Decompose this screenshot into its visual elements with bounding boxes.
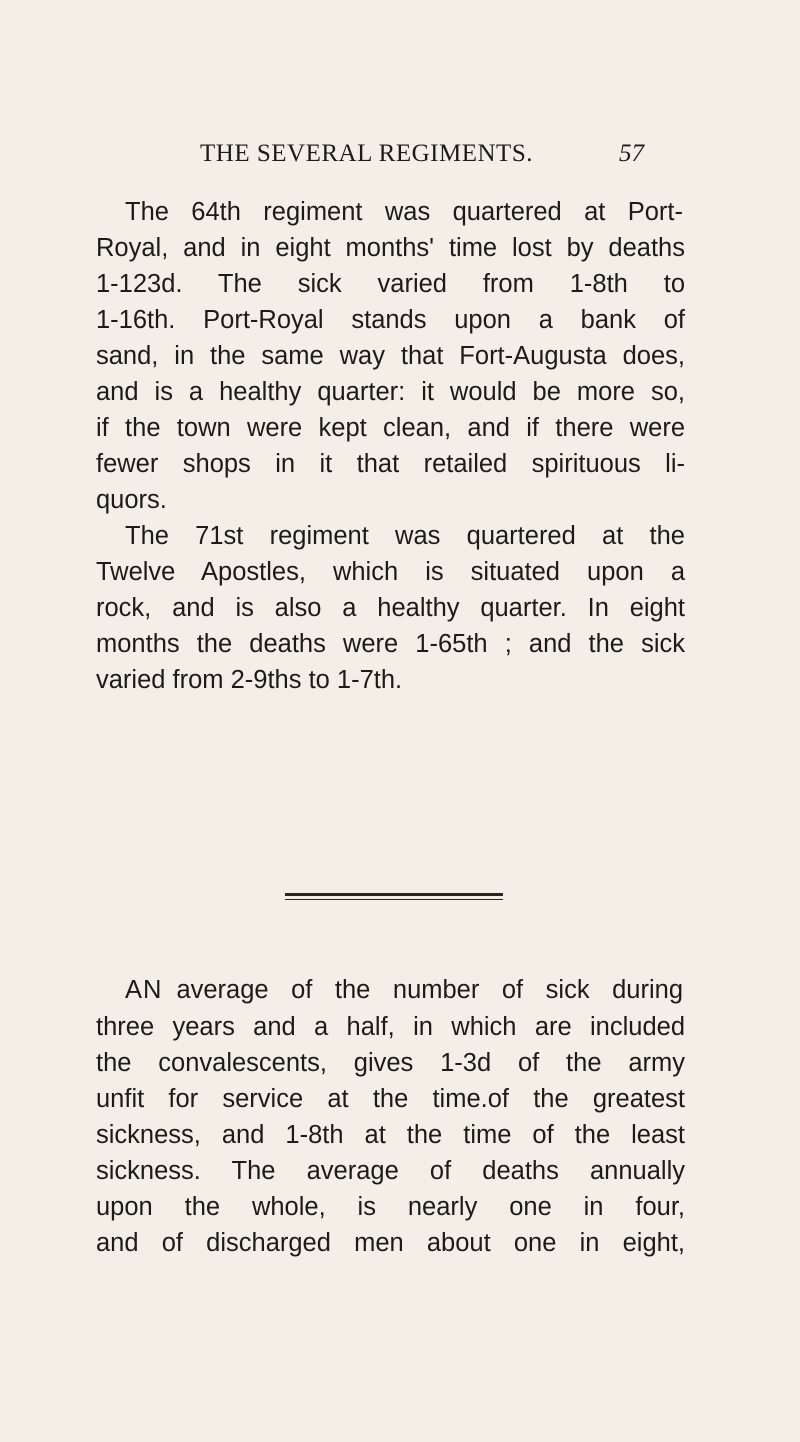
paragraph-3-line-7: upon the whole, is nearly one in four, [96, 1193, 685, 1221]
paragraph-1-line-2: Royal, and in eight months' time lost by deaths [96, 234, 685, 262]
paragraph-1-line-7: if the town were kept clean, and if there were [96, 414, 685, 442]
paragraph-1-line-5: sand, in the same way that Fort-Augusta does, [96, 342, 685, 370]
section-divider [285, 893, 503, 903]
paragraph-3-line-4: unfit for service at the time.of the greatest [96, 1085, 685, 1113]
paragraph-1-line-9: quors. [96, 486, 167, 514]
paragraph-3-line-1-rest: average of the number of sick during [176, 976, 683, 1004]
paragraph-1-line-6: and is a healthy quarter: it would be more so, [96, 378, 685, 406]
divider-thin-rule [285, 899, 503, 900]
paragraph-2-line-5: varied from 2-9ths to 1-7th. [96, 666, 403, 694]
paragraph-2-line-1: The 71st regiment was quartered at the [125, 522, 685, 550]
divider-thick-rule [285, 893, 503, 896]
paragraph-3-line-3: the convalescents, gives 1-3d of the army [96, 1049, 685, 1077]
page-number: 57 [619, 140, 644, 167]
paragraph-2-line-2: Twelve Apostles, which is situated upon a [96, 558, 685, 586]
paragraph-3-line-6: sickness. The average of deaths annually [96, 1157, 685, 1185]
paragraph-1-line-3: 1-123d. The sick varied from 1-8th to [96, 270, 685, 298]
paragraph-3-line-5: sickness, and 1-8th at the time of the least [96, 1121, 685, 1149]
paragraph-1-line-8: fewer shops in it that retailed spirituous li- [96, 450, 685, 478]
paragraph-3-line-2: three years and a half, in which are included [96, 1013, 685, 1041]
paragraph-1-line-4: 1-16th. Port-Royal stands upon a bank of [96, 306, 685, 334]
paragraph-2-line-3: rock, and is also a healthy quarter. In eight [96, 594, 685, 622]
paragraph-3-lead-caps: AN [125, 976, 163, 1004]
paragraph-1-line-1: The 64th regiment was quartered at Port- [125, 198, 683, 226]
paragraph-2-line-4: months the deaths were 1-65th ; and the sick [96, 630, 685, 658]
running-head: THE SEVERAL REGIMENTS. [200, 140, 533, 167]
paragraph-3-line-8: and of discharged men about one in eight, [96, 1229, 685, 1257]
